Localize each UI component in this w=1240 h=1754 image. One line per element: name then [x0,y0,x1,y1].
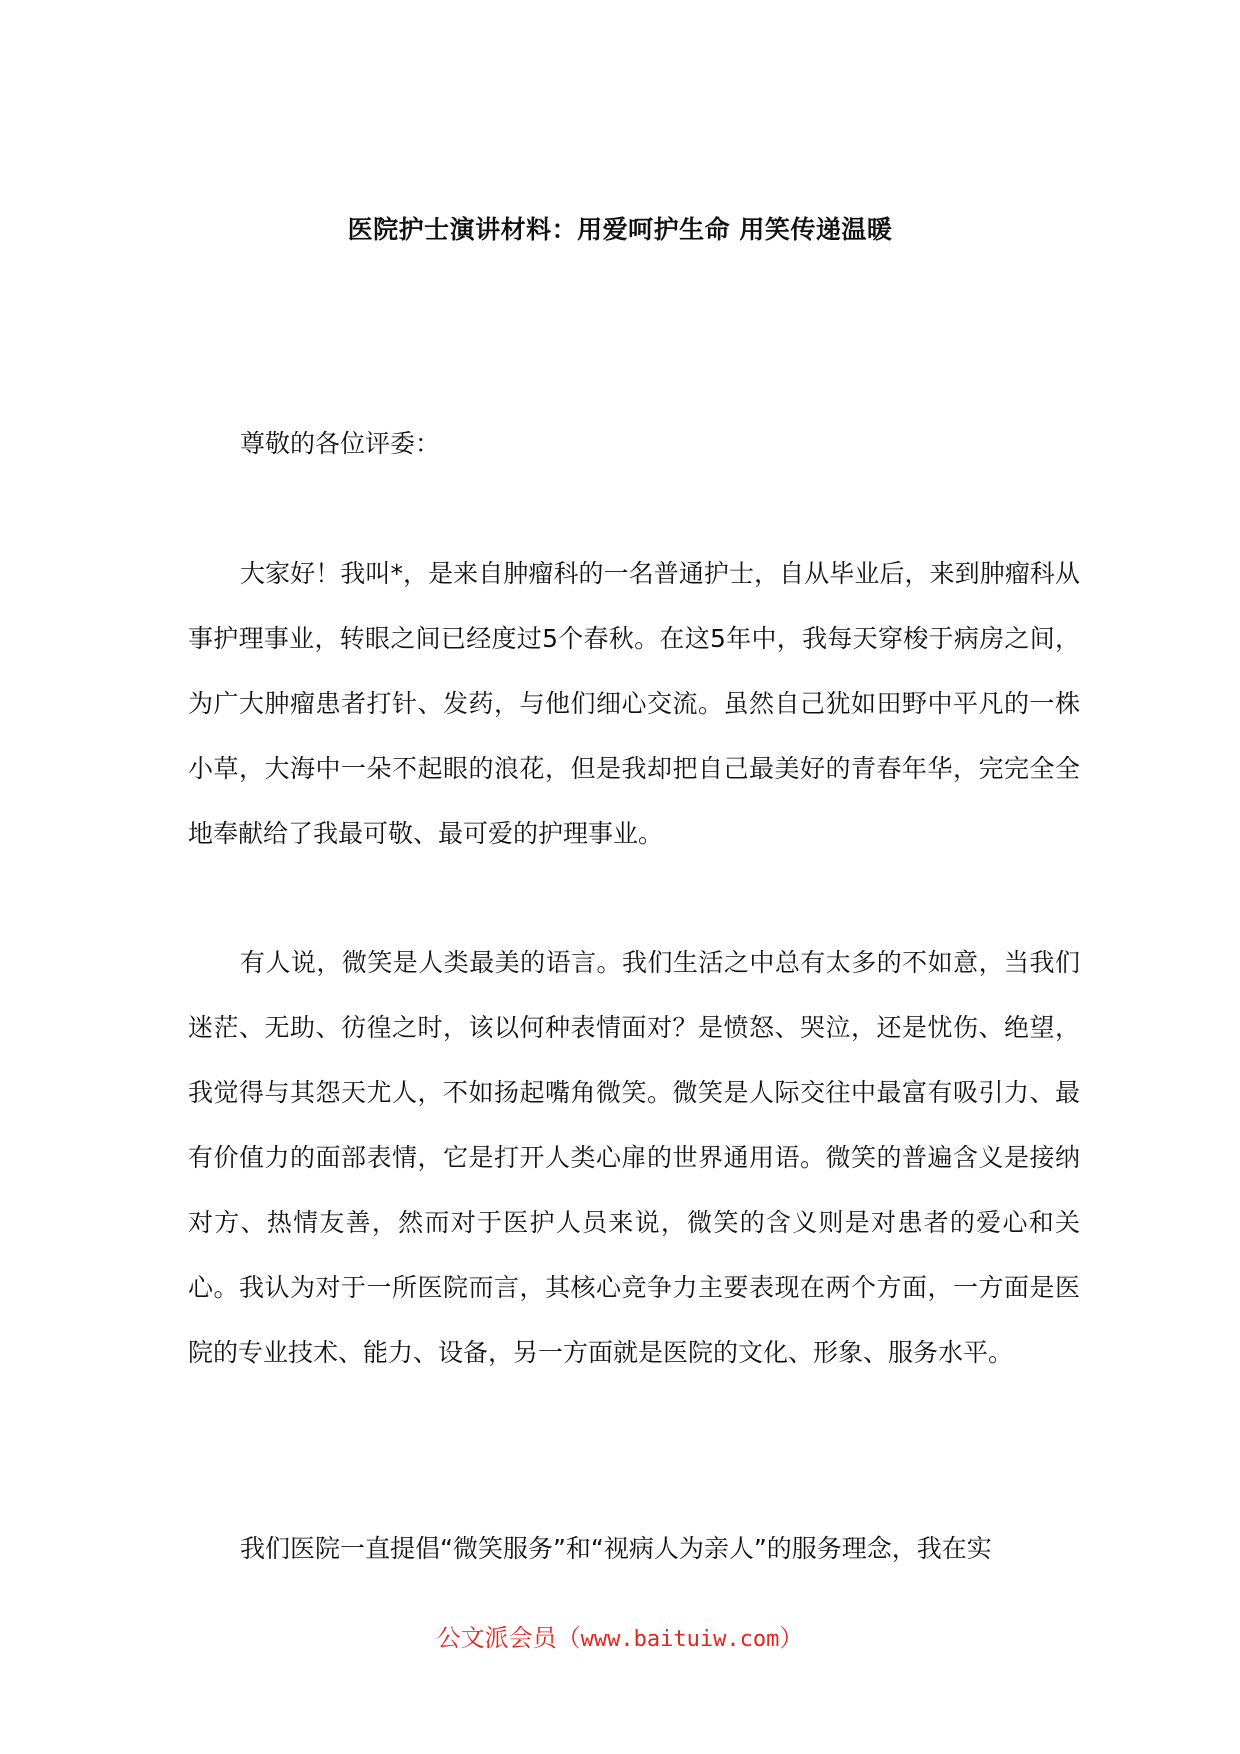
footer-watermark [0,1618,1240,1653]
footer-brand: 公文派会员（ [436,1624,581,1652]
footer-close: ） [779,1624,804,1652]
paragraph-3: 我们医院一直提倡“微笑服务”和“视病人为亲人”的服务理念，我在实 [240,1534,992,1563]
paragraph-2: 有人说，微笑是人类最美的语言。我们生活之中总有太多的不如意，当我们迷茫、无助、彷徨之时，该以何种表情面对？是愤怒、哭泣，还是忧伤、绝望，我觉得与其怨天尤人，不如扬起嘴角微笑。微笑是人际交往中最富有吸引力、最有价值力的面部表情，它是打开人类心扉的世界通用语。微笑的普遍含义是接纳对方、热情友善，然而对于医护人员来说，微笑的含义则是对患者的爱心和关心。我认为对于一所医院而言，其核心竞争力主要表现在两个方面，一方面是医院的专业技术、能力、设备，另一方面就是医院的文化、形象、服务水平。 [188,948,1080,1367]
document-title: 医院护士演讲材料：用爱呵护生命 用笑传递温暖 [347,215,893,244]
paragraph-1: 大家好！我叫*，是来自肿瘤科的一名普通护士，自从毕业后，来到肿瘤科从事护理事业，转眼之间已经度过5个春秋。在这5年中，我每天穿梭于病房之间，为广大肿瘤患者打针、发药，与他们细心交流。虽然自己犹如田野中平凡的一株小草，大海中一朵不起眼的浪花，但是我却把自己最美好的青春年华，完完全全地奉献给了我最可敬、最可爱的护理事业。 [188,559,1080,848]
salutation: 尊敬的各位评委： [240,429,441,458]
footer-url[interactable]: www.baituiw.com [580,1627,780,1652]
